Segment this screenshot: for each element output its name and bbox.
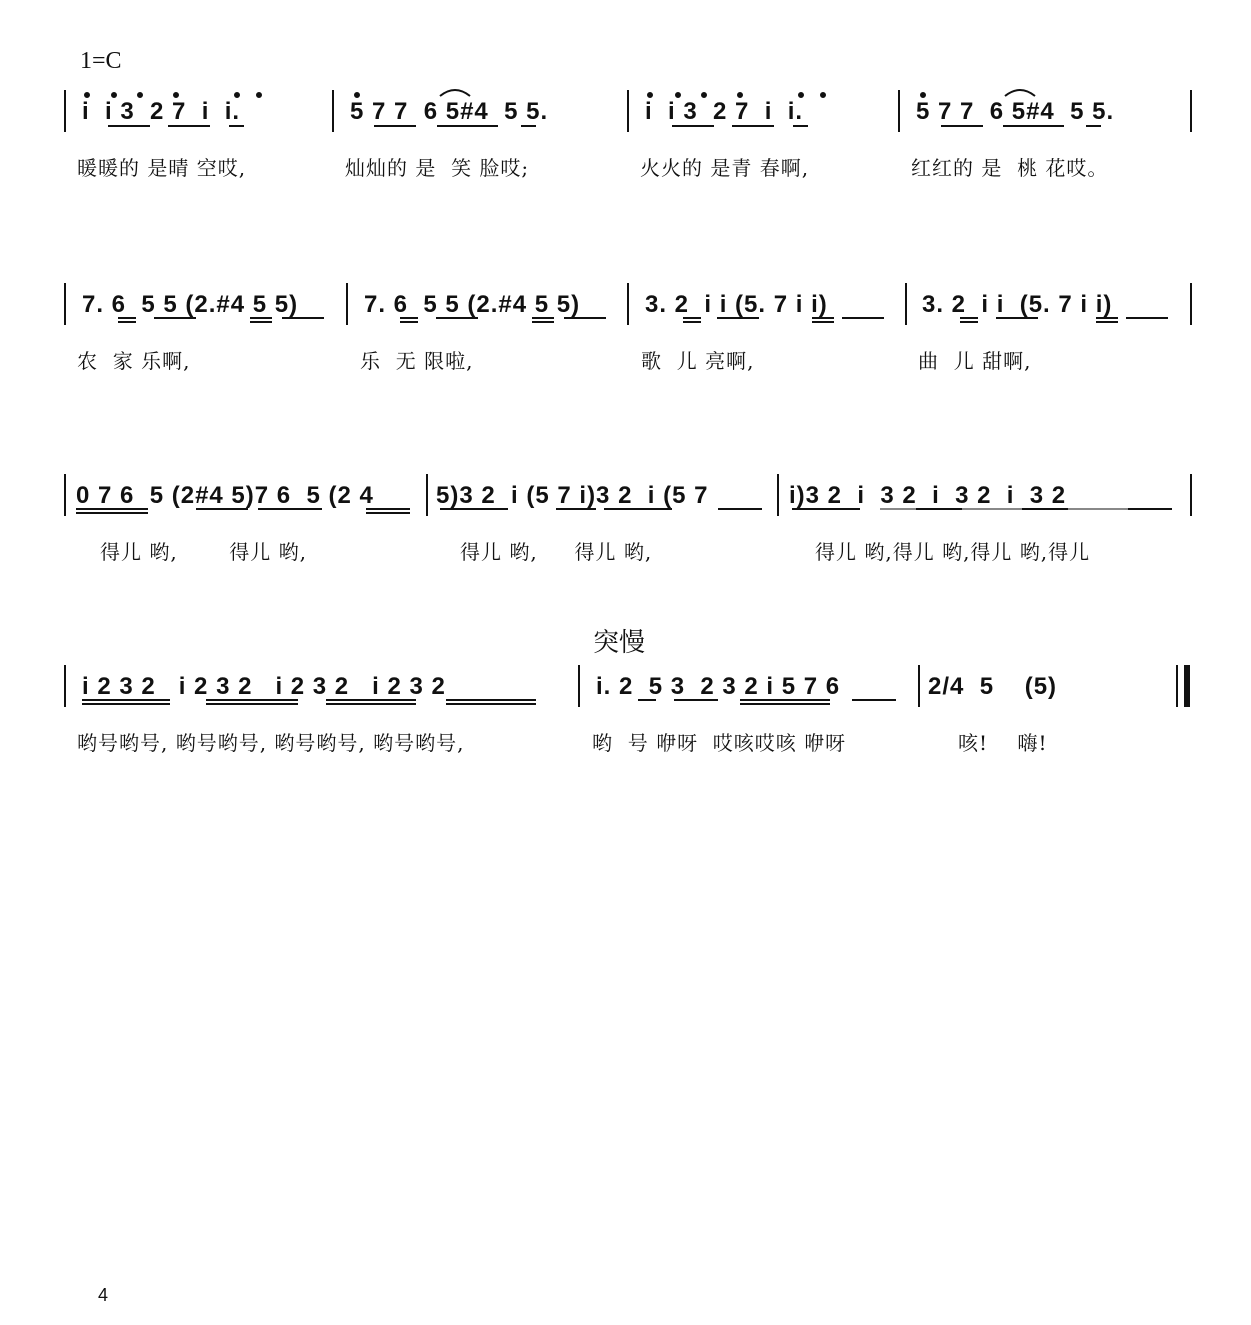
measure-notes: 0 7 6 5 (2#4 5)7 6 5 (2 4: [76, 482, 374, 509]
measure-notes: 5)3 2 i (5 7 i)3 2 i (5 7: [436, 482, 709, 509]
key-signature: 1=C: [80, 48, 122, 74]
octave-dot: [921, 93, 925, 97]
barline: [1190, 283, 1192, 325]
octave-dot: [821, 93, 825, 97]
octave-dot: [112, 93, 116, 97]
barline: [426, 474, 428, 516]
page-number: 4: [98, 1285, 109, 1305]
tempo-mark: 突慢: [593, 628, 646, 658]
lyric-line: 咳! 嗨!: [958, 731, 1048, 755]
measure-notes: 3. 2 i i (5. 7 i i): [645, 291, 828, 318]
measure-notes: i 2 3 2 i 2 3 2 i 2 3 2 i 2 3 2: [82, 673, 446, 700]
octave-dot: [702, 93, 706, 97]
lyric-line: 红红的 是 桃 花哎。: [911, 156, 1109, 180]
measure-notes: 3. 2 i i (5. 7 i i): [922, 291, 1113, 318]
lyric-line: 农 家 乐啊,: [77, 349, 191, 373]
slur: [440, 90, 470, 96]
barline: [777, 474, 779, 516]
lyric-line: 得儿 哟, 得儿 哟,: [460, 540, 653, 564]
octave-dot: [648, 93, 652, 97]
barline: [627, 90, 629, 132]
measure-notes: i i 3 2 7 i i.: [645, 98, 804, 125]
lyric-line: 灿灿的 是 笑 脸哎;: [345, 156, 530, 180]
final-barline-thick: [1184, 665, 1190, 707]
octave-dot: [174, 93, 178, 97]
octave-dot: [138, 93, 142, 97]
octave-dot: [738, 93, 742, 97]
measure-notes: 7. 6 5 5 (2.#4 5 5): [364, 291, 581, 318]
lyric-line: 曲 儿 甜啊,: [918, 349, 1032, 373]
barline: [1190, 90, 1192, 132]
measure-notes: 2/4 5 (5): [928, 673, 1058, 700]
barline: [346, 283, 348, 325]
octave-dot: [799, 93, 803, 97]
barline: [898, 90, 900, 132]
barline: [578, 665, 580, 707]
measure-notes: 5 7 7 6 5#4 5 5.: [916, 98, 1115, 125]
barline: [64, 474, 66, 516]
barline: [64, 90, 66, 132]
lyric-line: 得儿 哟,得儿 哟,得儿 哟,得儿: [815, 540, 1091, 564]
octave-dot: [235, 93, 239, 97]
measure-notes: 5 7 7 6 5#4 5 5.: [350, 98, 549, 125]
lyric-line: 歌 儿 亮啊,: [641, 349, 755, 373]
barline: [918, 665, 920, 707]
measure-notes: 7. 6 5 5 (2.#4 5 5): [82, 291, 299, 318]
barline: [1190, 474, 1192, 516]
barline: [64, 283, 66, 325]
measure-notes: i i 3 2 7 i i.: [82, 98, 241, 125]
lyric-line: 哟 号 咿呀 哎咳哎咳 咿呀: [592, 731, 847, 755]
measure-notes: i. 2 5 3 2 3 2 i 5 7 6: [596, 673, 841, 700]
barline: [905, 283, 907, 325]
lyric-line: 哟号哟号, 哟号哟号, 哟号哟号, 哟号哟号,: [77, 731, 465, 755]
lyric-line: 暖暖的 是晴 空哎,: [77, 156, 247, 180]
final-barline-thin: [1176, 665, 1178, 707]
measure-notes: i)3 2 i 3 2 i 3 2 i 3 2: [789, 482, 1067, 509]
barline: [64, 665, 66, 707]
slur: [1005, 90, 1035, 96]
octave-dot: [85, 93, 89, 97]
barline: [332, 90, 334, 132]
octave-dot: [355, 93, 359, 97]
lyric-line: 火火的 是青 春啊,: [640, 156, 810, 180]
octave-dot: [676, 93, 680, 97]
lyric-line: 乐 无 限啦,: [360, 349, 474, 373]
barline: [627, 283, 629, 325]
lyric-line: 得儿 哟, 得儿 哟,: [100, 540, 307, 564]
octave-dot: [257, 93, 261, 97]
